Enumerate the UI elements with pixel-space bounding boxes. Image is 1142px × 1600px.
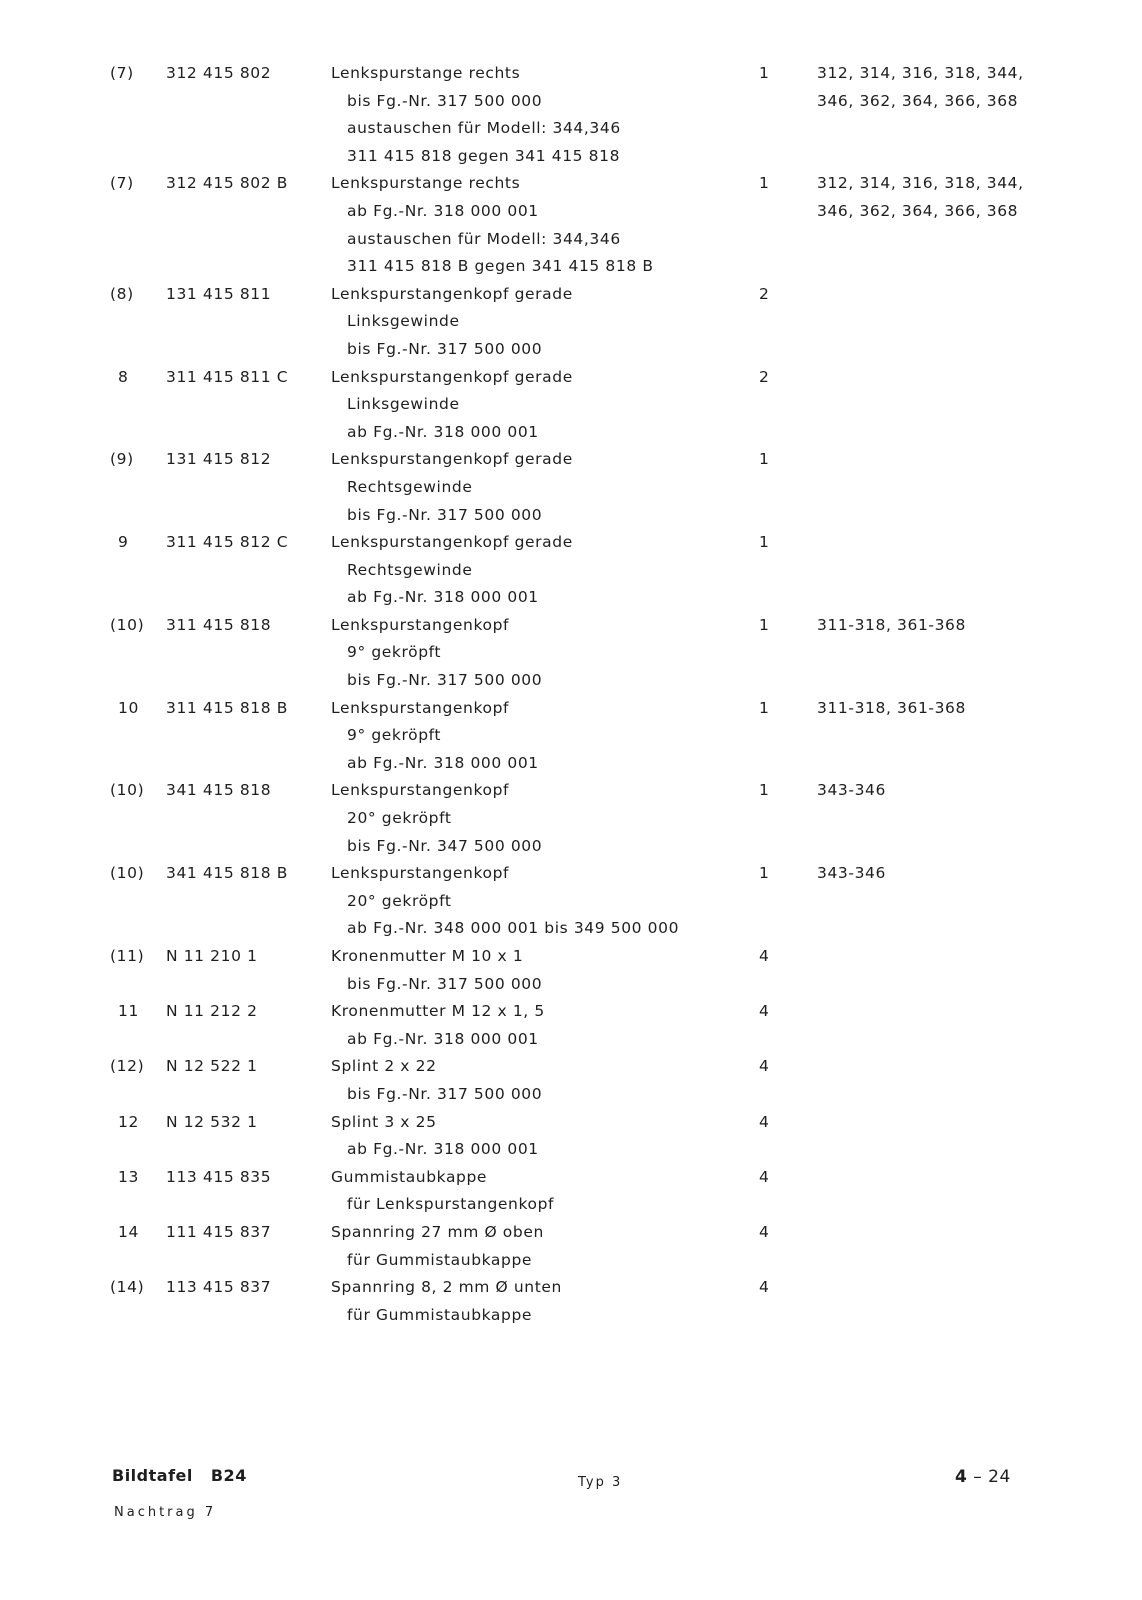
description-line: Splint 2 x 22 <box>331 1057 437 1076</box>
model-applicability: 343-346 <box>817 781 886 800</box>
description-line: 20° gekröpft <box>347 809 452 828</box>
description-line: bis Fg.-Nr. 317 500 000 <box>347 974 543 993</box>
description-line: Lenkspurstangenkopf <box>331 615 510 634</box>
entry-line <box>0 446 1142 474</box>
entry-line <box>0 777 1142 805</box>
entry-line <box>0 1191 1142 1219</box>
part-number: 311 415 818 B <box>166 698 288 717</box>
quantity: 4 <box>759 1222 770 1241</box>
position-number: 13 <box>118 1167 139 1186</box>
entry-line <box>0 584 1142 612</box>
quantity: 1 <box>759 533 770 552</box>
entry-line <box>0 557 1142 585</box>
entry-line <box>0 336 1142 364</box>
description-line: bis Fg.-Nr. 317 500 000 <box>347 505 543 524</box>
description-line: Linksgewinde <box>347 312 460 331</box>
description-line: bis Fg.-Nr. 317 500 000 <box>347 1084 543 1103</box>
entry-line <box>0 998 1142 1026</box>
description-line: 9° gekröpft <box>347 726 442 745</box>
quantity: 4 <box>759 1278 770 1297</box>
quantity: 2 <box>759 367 770 386</box>
part-number: N 11 210 1 <box>166 947 258 965</box>
entry-line <box>0 474 1142 502</box>
entry-line <box>0 1274 1142 1302</box>
part-number: 111 415 837 <box>166 1222 272 1241</box>
entry-line <box>0 1081 1142 1109</box>
entry-line <box>0 115 1142 143</box>
description-line: ab Fg.-Nr. 318 000 001 <box>347 422 539 441</box>
description-line: Lenkspurstange rechts <box>331 174 521 193</box>
part-number: 311 415 811 C <box>166 367 289 386</box>
position-number: (7) <box>110 64 134 82</box>
model-applicability: 311-318, 361-368 <box>817 698 966 717</box>
model-applicability: 346, 362, 364, 366, 368 <box>817 201 1019 220</box>
description-line: Rechtsgewinde <box>347 560 473 579</box>
parts-entry <box>0 364 1142 447</box>
entry-line <box>0 170 1142 198</box>
description-line: ab Fg.-Nr. 318 000 001 <box>347 1140 539 1159</box>
part-number: 131 415 812 <box>166 450 272 469</box>
entry-line <box>0 419 1142 447</box>
quantity: 1 <box>759 864 770 883</box>
position-number: 14 <box>118 1222 139 1241</box>
description-line: bis Fg.-Nr. 347 500 000 <box>347 836 543 855</box>
position-number: 11 <box>118 1002 139 1021</box>
quantity: 4 <box>759 1002 770 1021</box>
supplement-note: Nachtrag 7 <box>114 1505 217 1520</box>
description-line: Gummistaubkappe <box>331 1167 488 1186</box>
entry-line <box>0 502 1142 530</box>
part-number: N 12 522 1 <box>166 1057 258 1076</box>
model-applicability: 311-318, 361-368 <box>817 615 966 634</box>
position-number: (8) <box>110 284 134 303</box>
entry-line <box>0 750 1142 778</box>
position-number: (12) <box>110 1057 145 1076</box>
parts-entry <box>0 998 1142 1053</box>
entry-line <box>0 198 1142 226</box>
description-line: Lenkspurstangenkopf <box>331 781 510 800</box>
parts-entry <box>0 1164 1142 1219</box>
position-number: 9 <box>118 533 129 552</box>
parts-entry <box>0 281 1142 364</box>
description-line: für Gummistaubkappe <box>347 1250 533 1269</box>
entry-line <box>0 1053 1142 1081</box>
quantity: 1 <box>759 781 770 800</box>
parts-entry <box>0 860 1142 943</box>
entry-line <box>0 1136 1142 1164</box>
position-number: (9) <box>110 450 134 469</box>
description-line: Kronenmutter M 10 x 1 <box>331 947 524 965</box>
part-number: 113 415 835 <box>166 1167 272 1186</box>
part-number: 341 415 818 B <box>166 864 288 883</box>
model-applicability: 312, 314, 316, 318, 344, <box>817 64 1024 82</box>
quantity: 4 <box>759 947 770 965</box>
description-line: Lenkspurstangenkopf gerade <box>331 284 573 303</box>
entry-line <box>0 943 1142 971</box>
quantity: 1 <box>759 174 770 193</box>
part-number: 312 415 802 <box>166 64 272 82</box>
description-line: ab Fg.-Nr. 318 000 001 <box>347 588 539 607</box>
description-line: ab Fg.-Nr. 318 000 001 <box>347 753 539 772</box>
position-number: (10) <box>110 615 145 634</box>
position-number: (10) <box>110 781 145 800</box>
entry-line <box>0 1164 1142 1192</box>
description-line: Spannring 27 mm Ø oben <box>331 1222 544 1241</box>
part-number: N 12 532 1 <box>166 1112 258 1131</box>
parts-entry <box>0 1109 1142 1164</box>
entry-line <box>0 915 1142 943</box>
entry-line <box>0 695 1142 723</box>
model-applicability: 312, 314, 316, 318, 344, <box>817 174 1024 193</box>
entry-line <box>0 391 1142 419</box>
description-line: Lenkspurstangenkopf gerade <box>331 533 573 552</box>
entry-line <box>0 60 1142 88</box>
quantity: 1 <box>759 64 770 82</box>
part-number: 341 415 818 <box>166 781 272 800</box>
entry-line <box>0 529 1142 557</box>
description-line: 311 415 818 gegen 341 415 818 <box>347 146 621 165</box>
description-line: Lenkspurstangenkopf gerade <box>331 450 573 469</box>
entry-line <box>0 253 1142 281</box>
position-number: 10 <box>118 698 139 717</box>
page-number <box>955 1467 1011 1487</box>
description-line: ab Fg.-Nr. 348 000 001 bis 349 500 000 <box>347 919 680 938</box>
description-line: 20° gekröpft <box>347 891 452 910</box>
description-line: 311 415 818 B gegen 341 415 818 B <box>347 257 654 276</box>
quantity: 4 <box>759 1167 770 1186</box>
part-number: N 11 212 2 <box>166 1002 258 1021</box>
entry-line <box>0 667 1142 695</box>
part-number: 311 415 812 C <box>166 533 289 552</box>
page-num: 24 <box>988 1467 1011 1487</box>
parts-entry <box>0 446 1142 529</box>
model-applicability: 346, 362, 364, 366, 368 <box>817 91 1019 110</box>
description-line: Lenkspurstangenkopf <box>331 698 510 717</box>
plate-id: B24 <box>210 1466 247 1485</box>
part-number: 113 415 837 <box>166 1278 272 1297</box>
entry-line <box>0 1109 1142 1137</box>
entry-line <box>0 612 1142 640</box>
entry-line <box>0 308 1142 336</box>
quantity: 4 <box>759 1112 770 1131</box>
description-line: Lenkspurstange rechts <box>331 64 521 82</box>
description-line: austauschen für Modell: 344,346 <box>347 119 621 138</box>
entry-line <box>0 860 1142 888</box>
description-line: ab Fg.-Nr. 318 000 001 <box>347 1029 539 1048</box>
quantity: 4 <box>759 1057 770 1076</box>
position-number: (14) <box>110 1278 145 1297</box>
entry-line <box>0 281 1142 309</box>
description-line: 9° gekröpft <box>347 643 442 662</box>
parts-entry <box>0 777 1142 860</box>
description-line: Lenkspurstangenkopf gerade <box>331 367 573 386</box>
entry-line <box>0 971 1142 999</box>
vehicle-type: Typ 3 <box>578 1475 623 1490</box>
description-line: bis Fg.-Nr. 317 500 000 <box>347 91 543 110</box>
parts-entry <box>0 60 1142 170</box>
position-number: (10) <box>110 864 145 883</box>
plate-title <box>112 1466 247 1485</box>
quantity: 1 <box>759 698 770 717</box>
description-line: Lenkspurstangenkopf <box>331 864 510 883</box>
position-number: 12 <box>118 1112 139 1131</box>
entry-line <box>0 364 1142 392</box>
description-line: Spannring 8, 2 mm Ø unten <box>331 1278 562 1297</box>
parts-entry <box>0 1219 1142 1274</box>
entry-line <box>0 1302 1142 1330</box>
description-line: für Gummistaubkappe <box>347 1305 533 1324</box>
entry-line <box>0 1219 1142 1247</box>
parts-entry <box>0 529 1142 612</box>
description-line: bis Fg.-Nr. 317 500 000 <box>347 671 543 690</box>
description-line: bis Fg.-Nr. 317 500 000 <box>347 339 543 358</box>
quantity: 2 <box>759 284 770 303</box>
description-line: Splint 3 x 25 <box>331 1112 437 1131</box>
part-number: 311 415 818 <box>166 615 272 634</box>
entry-line <box>0 888 1142 916</box>
entry-line <box>0 226 1142 254</box>
parts-list <box>0 60 1142 1329</box>
entry-line <box>0 1026 1142 1054</box>
position-number: (11) <box>110 947 145 965</box>
page-section: 4 <box>955 1467 968 1487</box>
entry-line <box>0 143 1142 171</box>
part-number: 131 415 811 <box>166 284 272 303</box>
position-number: 8 <box>118 367 129 386</box>
entry-line <box>0 639 1142 667</box>
description-line: Rechtsgewinde <box>347 477 473 496</box>
entry-line <box>0 805 1142 833</box>
page-separator: – <box>967 1467 989 1487</box>
description-line: ab Fg.-Nr. 318 000 001 <box>347 201 539 220</box>
entry-line <box>0 1247 1142 1275</box>
model-applicability: 343-346 <box>817 864 886 883</box>
parts-entry <box>0 612 1142 695</box>
parts-entry <box>0 1274 1142 1329</box>
quantity: 1 <box>759 450 770 469</box>
description-line: austauschen für Modell: 344,346 <box>347 229 621 248</box>
parts-entry <box>0 695 1142 778</box>
entry-line <box>0 88 1142 116</box>
part-number: 312 415 802 B <box>166 174 288 193</box>
description-line: Linksgewinde <box>347 395 460 414</box>
parts-entry <box>0 943 1142 998</box>
entry-line <box>0 833 1142 861</box>
plate-label: Bildtafel <box>112 1466 193 1485</box>
entry-line <box>0 722 1142 750</box>
parts-entry <box>0 170 1142 280</box>
position-number: (7) <box>110 174 134 193</box>
quantity: 1 <box>759 615 770 634</box>
description-line: für Lenkspurstangenkopf <box>347 1195 555 1214</box>
description-line: Kronenmutter M 12 x 1, 5 <box>331 1002 545 1021</box>
parts-entry <box>0 1053 1142 1108</box>
